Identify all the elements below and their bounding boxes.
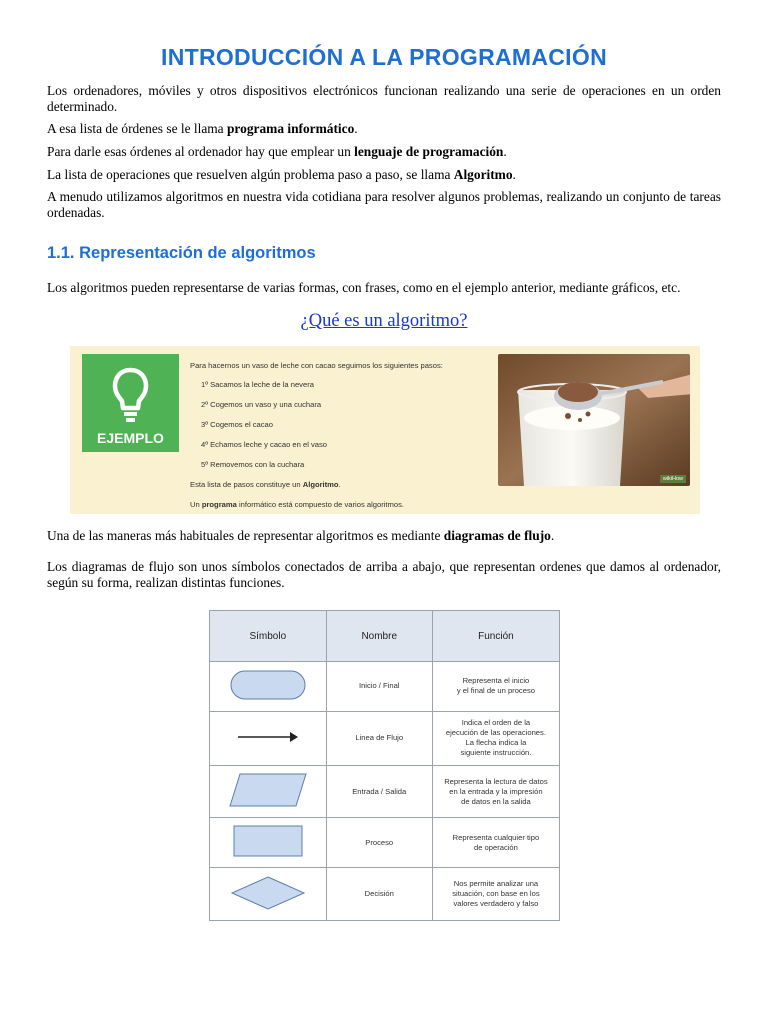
symbol-cell bbox=[210, 818, 327, 868]
terminal-shape bbox=[228, 668, 308, 702]
section-heading: 1.1. Representación de algoritmos bbox=[47, 244, 316, 262]
name-cell: Linea de Flujo bbox=[326, 711, 432, 765]
symbol-cell bbox=[210, 662, 327, 712]
intro-paragraph-3: Para darle esas órdenes al ordenador hay que emplear un lenguaje de programación. bbox=[47, 144, 507, 159]
table-header-row bbox=[210, 611, 560, 662]
cocoa-milk-illustration bbox=[498, 354, 690, 486]
table-row bbox=[210, 818, 560, 868]
flowchart-symbols-table bbox=[209, 610, 560, 921]
symbol-cell bbox=[210, 765, 327, 818]
flow-intro-paragraph-2: Los diagramas de flujo son unos símbolos conectados de arriba a abajo, que representan ordenes que damos al ordenador, según su forma, realizan distintas funciones. bbox=[47, 559, 721, 590]
example-box bbox=[70, 346, 700, 514]
example-step: 1º Sacamos la leche de la nevera bbox=[201, 380, 314, 389]
section-paragraph: Los algoritmos pueden representarse de varias formas, con frases, como en el ejemplo anterior, mediante gráficos, etc. bbox=[47, 280, 681, 295]
flow-intro-paragraph-1: Una de las maneras más habituales de representar algoritmos es mediante diagramas de flujo. bbox=[47, 528, 555, 543]
rectangle-shape bbox=[232, 824, 304, 858]
table-row bbox=[210, 711, 560, 765]
algorithm-video-link[interactable]: ¿Qué es un algoritmo? bbox=[300, 311, 468, 331]
function-cell: Representa cualquier tipo de operación bbox=[432, 818, 559, 868]
name-cell: Proceso bbox=[326, 818, 432, 868]
arrow-shape bbox=[236, 729, 300, 745]
parallelogram-shape bbox=[228, 772, 308, 808]
example-conclusion-1: Esta lista de pasos constituye un Algoritmo. bbox=[190, 480, 341, 489]
symbol-cell bbox=[210, 868, 327, 921]
intro-paragraph-5: A menudo utilizamos algoritmos en nuestra vida cotidiana para resolver algunos problemas, realizando un conjunto de tareas ordenadas. bbox=[47, 189, 721, 220]
function-cell: Nos permite analizar una situación, con base en los valores verdadero y falso bbox=[432, 868, 559, 921]
function-cell: Indica el orden de la ejecución de las operaciones. La flecha indica la siguiente instrucción. bbox=[432, 711, 559, 765]
example-step: 5º Removemos con la cuchara bbox=[201, 460, 305, 469]
function-cell: Representa el inicio y el final de un proceso bbox=[432, 662, 559, 712]
example-intro: Para hacernos un vaso de leche con cacao seguimos los siguientes pasos: bbox=[190, 361, 443, 370]
intro-paragraph-1: Los ordenadores, móviles y otros dispositivos electrónicos funcionan realizando una serie de operaciones en un orden determinado. bbox=[47, 83, 721, 114]
name-cell: Inicio / Final bbox=[326, 662, 432, 712]
example-badge-label: EJEMPLO bbox=[97, 430, 164, 446]
example-badge bbox=[82, 354, 179, 452]
name-cell: Entrada / Salida bbox=[326, 765, 432, 818]
table-row bbox=[210, 765, 560, 818]
cocoa-milk-photo bbox=[498, 354, 690, 486]
symbol-cell bbox=[210, 711, 327, 765]
lightbulb-icon bbox=[112, 367, 149, 425]
table-row bbox=[210, 662, 560, 712]
intro-paragraph-2: A esa lista de órdenes se le llama programa informático. bbox=[47, 121, 358, 136]
name-cell: Decisión bbox=[326, 868, 432, 921]
page-title: INTRODUCCIÓN A LA PROGRAMACIÓN bbox=[161, 44, 607, 70]
diamond-shape bbox=[230, 875, 306, 911]
header-simbolo: Símbolo bbox=[210, 611, 327, 662]
example-step: 4º Echamos leche y cacao en el vaso bbox=[201, 440, 328, 449]
example-conclusion-2: Un programa informático está compuesto de varios algoritmos. bbox=[190, 500, 404, 509]
example-step: 3º Cogemos el cacao bbox=[201, 420, 273, 429]
intro-paragraph-4: La lista de operaciones que resuelven algún problema paso a paso, se llama Algoritmo. bbox=[47, 167, 516, 182]
function-cell: Representa la lectura de datos en la entrada y la impresión de datos en la salida bbox=[432, 765, 559, 818]
example-step: 2º Cogemos un vaso y una cuchara bbox=[201, 400, 322, 409]
header-nombre: Nombre bbox=[326, 611, 432, 662]
header-funcion: Función bbox=[432, 611, 559, 662]
photo-watermark: wikiHow bbox=[660, 475, 686, 483]
table-row bbox=[210, 868, 560, 921]
